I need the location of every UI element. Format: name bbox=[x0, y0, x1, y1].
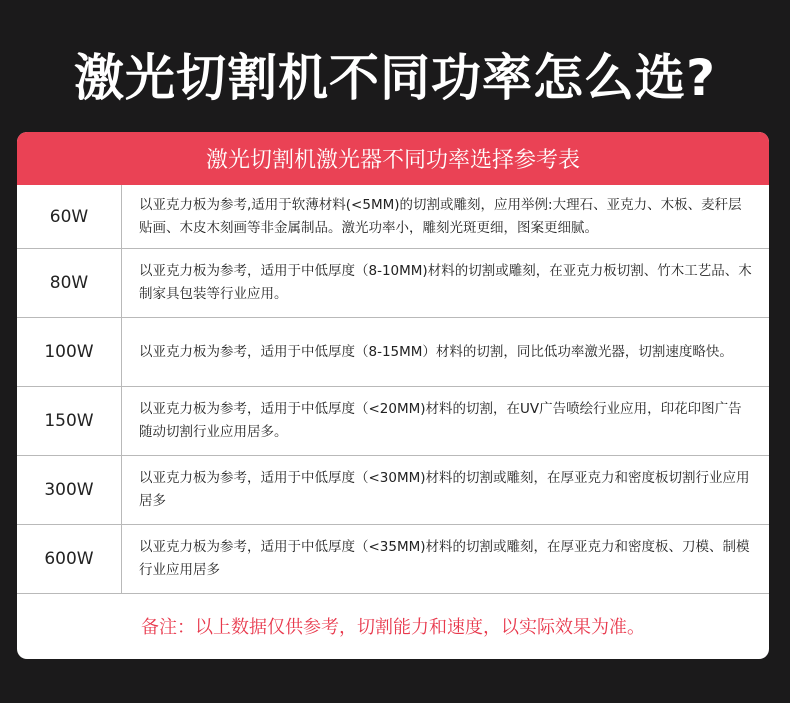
description-cell: 以亚克力板为参考，适用于中低厚度（<30MM)材料的切割或雕刻，在厚亚克力和密度板切割行业应用居多 bbox=[139, 470, 750, 509]
table-header: 激光切割机激光器不同功率选择参考表 bbox=[17, 132, 769, 185]
reference-table-card bbox=[17, 132, 769, 659]
description-cell: 以亚克力板为参考，适用于中低厚度（8-15MM）材料的切割，同比低功率激光器，切割速度略快。 bbox=[139, 343, 733, 360]
table-row bbox=[17, 185, 769, 249]
page-title: 激光切割机不同功率怎么选? bbox=[73, 49, 716, 107]
power-cell: 600W bbox=[17, 525, 122, 593]
description-cell: 以亚克力板为参考,适用于软薄材料(<5MM)的切割或雕刻，应用举例:大理石、亚克力、木板、麦秆层贴画、木皮木刻画等非金属制品。激光功率小，雕刻光斑更细，图案更细腻。 bbox=[139, 196, 742, 236]
description-cell: 以亚克力板为参考，适用于中低厚度（8-10MM)材料的切割或雕刻，在亚克力板切割、竹木工艺品、木制家具包装等行业应用。 bbox=[139, 263, 752, 302]
footnote: 备注：以上数据仅供参考，切割能力和速度，以实际效果为准。 bbox=[141, 616, 645, 638]
table-row bbox=[17, 318, 769, 387]
table-row bbox=[17, 525, 769, 594]
power-cell: 60W bbox=[17, 185, 122, 248]
power-cell: 100W bbox=[17, 318, 122, 386]
table-row bbox=[17, 456, 769, 525]
description-cell: 以亚克力板为参考，适用于中低厚度（<20MM)材料的切割，在UV广告喷绘行业应用，印花印图广告随动切割行业应用居多。 bbox=[139, 401, 742, 440]
power-cell: 150W bbox=[17, 387, 122, 455]
table-row bbox=[17, 387, 769, 456]
power-cell: 300W bbox=[17, 456, 122, 524]
power-cell: 80W bbox=[17, 249, 122, 317]
table-body bbox=[17, 185, 769, 594]
table-row bbox=[17, 249, 769, 318]
description-cell: 以亚克力板为参考，适用于中低厚度（<35MM)材料的切割或雕刻，在厚亚克力和密度板、刀模、制模行业应用居多 bbox=[139, 539, 750, 578]
